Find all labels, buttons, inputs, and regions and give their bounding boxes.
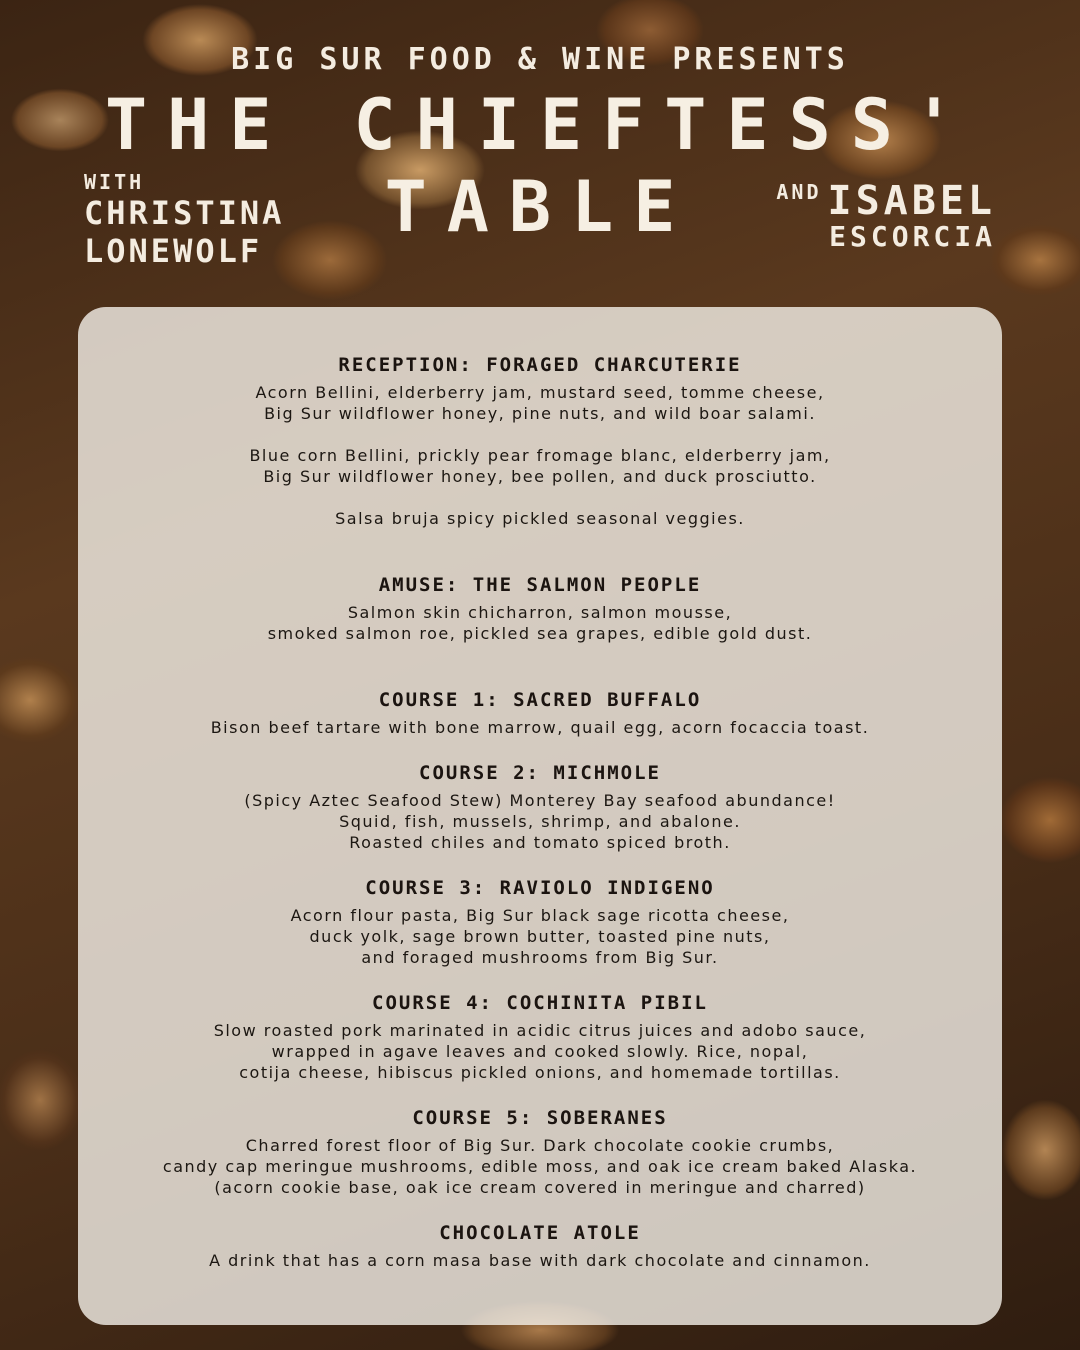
menu-section-course2 xyxy=(78,762,1002,853)
menu-line: Salsa bruja spicy pickled seasonal veggies. xyxy=(335,509,745,528)
host-isabel xyxy=(776,180,996,252)
menu-line: (Spicy Aztec Seafood Stew) Monterey Bay seafood abundance! xyxy=(244,791,836,810)
menu-line: Bison beef tartare with bone marrow, quail egg, acorn focaccia toast. xyxy=(210,718,870,737)
hero-header xyxy=(0,0,1080,300)
host2-prefix: AND xyxy=(776,180,822,204)
menu-line: Salmon skin chicharron, salmon mousse, xyxy=(347,603,733,622)
menu-line: Blue corn Bellini, prickly pear fromage blanc, elderberry jam, xyxy=(249,446,831,465)
section-heading: COURSE 2: MICHMOLE xyxy=(419,762,661,784)
host2-last-name: ESCORCIA xyxy=(829,220,996,253)
menu-section-reception xyxy=(78,354,1002,529)
host-christina xyxy=(84,170,284,270)
menu-line: Big Sur wildflower honey, pine nuts, and wild boar salami. xyxy=(264,404,816,423)
menu-section-course5 xyxy=(78,1107,1002,1198)
menu-line: A drink that has a corn masa base with dark chocolate and cinnamon. xyxy=(209,1251,871,1270)
menu-section-course4 xyxy=(78,992,1002,1083)
menu-line: (acorn cookie base, oak ice cream covered in meringue and charred) xyxy=(214,1178,866,1197)
section-heading: COURSE 1: SACRED BUFFALO xyxy=(378,689,702,711)
menu-line: smoked salmon roe, pickled sea grapes, edible gold dust. xyxy=(267,624,813,643)
menu-line: duck yolk, sage brown butter, toasted pine nuts, xyxy=(309,927,771,946)
menu-line: Acorn flour pasta, Big Sur black sage ricotta cheese, xyxy=(290,906,790,925)
menu-line: Squid, fish, mussels, shrimp, and abalone. xyxy=(339,812,741,831)
menu-section-course3 xyxy=(78,877,1002,968)
presenter-line: BIG SUR FOOD & WINE PRESENTS xyxy=(231,42,849,77)
section-heading: AMUSE: THE SALMON PEOPLE xyxy=(378,574,702,596)
menu-line: Acorn Bellini, elderberry jam, mustard seed, tomme cheese, xyxy=(255,383,825,402)
menu-line: Charred forest floor of Big Sur. Dark chocolate cookie crumbs, xyxy=(245,1136,835,1155)
host1-last-name: LONEWOLF xyxy=(84,232,263,270)
menu-line: Slow roasted pork marinated in acidic citrus juices and adobo sauce, xyxy=(213,1021,867,1040)
menu-section-atole xyxy=(78,1222,1002,1271)
menu-line: wrapped in agave leaves and cooked slowly. Rice, nopal, xyxy=(271,1042,809,1061)
section-heading: RECEPTION: FORAGED CHARCUTERIE xyxy=(338,354,742,376)
menu-section-course1 xyxy=(78,689,1002,738)
section-heading: COURSE 5: SOBERANES xyxy=(412,1107,668,1129)
menu-card xyxy=(78,307,1002,1325)
menu-line: Roasted chiles and tomato spiced broth. xyxy=(349,833,731,852)
host1-first-name: CHRISTINA xyxy=(84,194,285,232)
section-heading: COURSE 3: RAVIOLO INDIGENO xyxy=(365,877,715,899)
section-heading: COURSE 4: COCHINITA PIBIL xyxy=(372,992,708,1014)
event-title: THE CHIEFTESS' TABLE xyxy=(104,84,975,248)
section-heading: CHOCOLATE ATOLE xyxy=(439,1222,641,1244)
menu-line: cotija cheese, hibiscus pickled onions, and homemade tortillas. xyxy=(239,1063,841,1082)
menu-line: candy cap meringue mushrooms, edible moss, and oak ice cream baked Alaska. xyxy=(162,1157,918,1176)
menu-line: and foraged mushrooms from Big Sur. xyxy=(361,948,719,967)
host2-first-name: ISABEL xyxy=(827,178,996,224)
menu-section-amuse xyxy=(78,574,1002,644)
host1-prefix: WITH xyxy=(84,170,145,194)
menu-line: Big Sur wildflower honey, bee pollen, and duck prosciutto. xyxy=(263,467,817,486)
